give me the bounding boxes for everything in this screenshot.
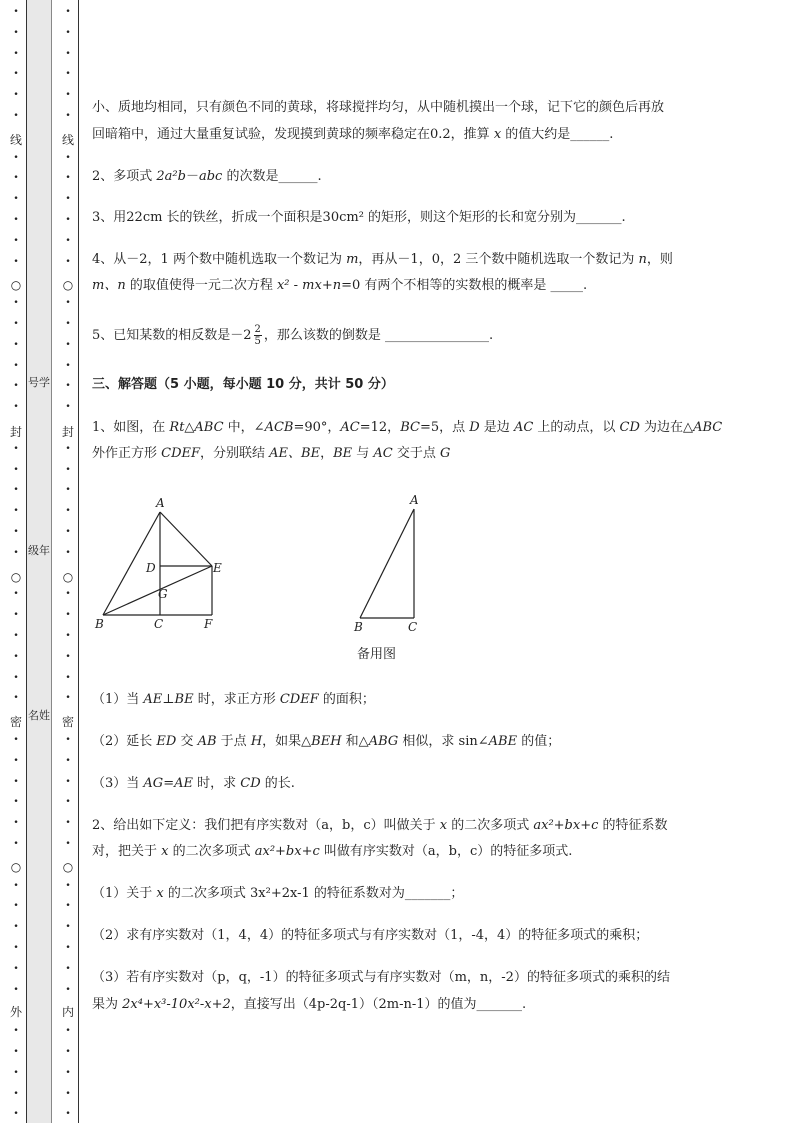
outer-dot: • (13, 672, 19, 683)
outer-circle-mark: ○ (8, 278, 24, 292)
inner-dot: • (65, 152, 71, 163)
outer-dot: • (13, 27, 19, 38)
outer-dot: • (13, 485, 19, 496)
problem-2-line2: 对，把关于 x 的二次多项式 ax²+bx+c 叫做有序实数对（a，b，c）的特征多项式. (92, 844, 573, 859)
outer-dot: • (13, 1026, 19, 1037)
outer-circle-mark: ○ (8, 570, 24, 584)
inner-dot: • (65, 1026, 71, 1037)
inner-seal-mark: 密 (61, 715, 74, 729)
q1-tail-line1: 小、质地均相同，只有颜色不同的黄球，将球搅拌均匀，从中随机摸出一个球，记下它的颜色后再放 (92, 100, 665, 115)
inner-circle-mark: ○ (60, 278, 76, 292)
problem-2-sub2: （2）求有序实数对（1，4，4）的特征多项式与有序实数对（1，-4，4）的特征多项式的乘积； (92, 928, 649, 943)
inner-circle-mark: ○ (60, 570, 76, 584)
inner-dot: • (65, 755, 71, 766)
inner-dot: • (65, 360, 71, 371)
inner-dot: • (65, 485, 71, 496)
outer-dot: • (13, 755, 19, 766)
problem-2-sub3-line1: （3）若有序实数对（p，q，-1）的特征多项式与有序实数对（m，n，-2）的特征多项式的乘积的结 (92, 970, 670, 985)
inner-seal-mark: 内 (61, 1005, 74, 1019)
outer-dot: • (13, 7, 19, 17)
question-2: 2、多项式 2a²b－abc 的次数是______. (92, 169, 322, 184)
fig2-caption: 备用图 (357, 647, 397, 662)
outer-dot: • (13, 1109, 19, 1120)
outer-dot: • (13, 319, 19, 329)
inner-dot: • (65, 69, 71, 80)
problem-2-sub3-line2: 果为 2x⁴+x³-10x²-x+2，直接写出（4p-2q-1）（2m-n-1）的值为_______. (92, 997, 527, 1012)
fig2-label-b: B (354, 620, 363, 634)
segment-ae (160, 512, 212, 566)
outer-dot: • (13, 922, 19, 933)
inner-dot: • (65, 506, 71, 517)
section-3-title: 三、解答题（5 小题，每小题 10 分，共计 50 分） (92, 377, 394, 392)
outer-dot: • (13, 152, 19, 163)
outer-dot: • (13, 1067, 19, 1078)
problem-1-sub1: （1）当 AE⊥BE 时，求正方形 CDEF 的面积； (92, 692, 375, 707)
inner-dot: • (65, 963, 71, 974)
question-5: 5、已知某数的相反数是－2 $\frac{2}{5}$ ，那么该数的倒数是 ________________. (92, 324, 494, 347)
inner-dot: • (65, 111, 71, 121)
outer-dot: • (13, 631, 19, 641)
inner-dot: • (65, 298, 71, 309)
outer-dot: • (13, 984, 19, 995)
fig1-label-d: D (146, 561, 156, 575)
inner-dot: • (65, 173, 71, 184)
fig1-label-f: F (204, 617, 213, 631)
inner-dot: • (65, 1067, 71, 1078)
inner-dot: • (65, 381, 71, 392)
inner-dot: • (65, 610, 71, 621)
inner-dot: • (65, 443, 71, 454)
outer-dot: • (13, 839, 19, 849)
outer-dot: • (13, 48, 19, 59)
inner-dot: • (65, 527, 71, 537)
outer-dot: • (13, 1088, 19, 1099)
problem-2-sub1: （1）关于 x 的二次多项式 3x²+2x-1 的特征系数对为_______； (92, 886, 464, 901)
problem-2-line1: 2、给出如下定义：我们把有序实数对（a，b，c）叫做关于 x 的二次多项式 ax²+bx+c 的特征系数 (92, 818, 668, 833)
fig1-label-g: G (158, 587, 168, 601)
inner-dot: • (65, 631, 71, 641)
outer-dot: • (13, 464, 19, 475)
outer-seal-mark: 线 (9, 133, 22, 147)
inner-dot: • (65, 339, 71, 350)
outer-dot: • (13, 610, 19, 621)
inner-dot: • (65, 880, 71, 891)
inner-dot: • (65, 1109, 71, 1120)
outer-dot: • (13, 402, 19, 413)
inner-dot: • (65, 672, 71, 683)
inner-seal-mark: 线 (61, 133, 74, 147)
outer-dot: • (13, 818, 19, 829)
outer-circle-mark: ○ (8, 860, 24, 874)
inner-dot: • (65, 194, 71, 205)
outer-dot: • (13, 963, 19, 974)
outer-dot: • (13, 735, 19, 745)
outer-dot: • (13, 651, 19, 662)
inner-dot: • (65, 735, 71, 745)
problem-1-sub3: （3）当 AG=AE 时，求 CD 的长. (92, 776, 295, 791)
inner-seal-mark: 封 (61, 425, 74, 439)
outer-dot: • (13, 547, 19, 558)
strip-label-name: 名姓 (28, 709, 50, 722)
strip-label-class: 级年 (28, 544, 50, 557)
outer-dot: • (13, 381, 19, 392)
figure-2 (360, 509, 414, 618)
outer-dot: • (13, 880, 19, 891)
outer-dot: • (13, 173, 19, 184)
inner-dot: • (65, 943, 71, 953)
fig1-label-b: B (95, 617, 104, 631)
fraction: $\frac{2}{5}$ (254, 324, 261, 347)
outer-dot: • (13, 943, 19, 953)
inner-dot: • (65, 48, 71, 59)
outer-dot: • (13, 90, 19, 101)
outer-dot: • (13, 776, 19, 787)
outer-dot: • (13, 506, 19, 517)
inner-dot: • (65, 651, 71, 662)
outer-seal-mark: 封 (9, 425, 22, 439)
inner-dot: • (65, 922, 71, 933)
inner-dot: • (65, 797, 71, 808)
outer-dot: • (13, 693, 19, 704)
outer-dot: • (13, 215, 19, 225)
inner-dot: • (65, 839, 71, 849)
inner-dot: • (65, 547, 71, 558)
inner-dot: • (65, 402, 71, 413)
fig1-label-a: A (156, 496, 165, 510)
inner-dot: • (65, 1088, 71, 1099)
outer-seal-mark: 外 (9, 1005, 22, 1019)
inner-dot: • (65, 215, 71, 225)
inner-dot: • (65, 319, 71, 329)
question-4-line1: 4、从－2，1 两个数中随机选取一个数记为 m，再从－1，0，2 三个数中随机选取一个数记为 n，则 (92, 252, 673, 267)
problem-1-line2: 外作正方形 CDEF，分别联结 AE、BE，BE 与 AC 交于点 G (92, 446, 451, 461)
outer-dot: • (13, 194, 19, 205)
inner-dot: • (65, 589, 71, 600)
inner-dot: • (65, 776, 71, 787)
q1-tail-line2: 回暗箱中，通过大量重复试验，发现摸到黄球的频率稳定在0.2，推算 x 的值大约是______. (92, 127, 614, 142)
fig2-segment-ab (360, 509, 414, 618)
inner-dot: • (65, 7, 71, 17)
outer-dot: • (13, 256, 19, 267)
outer-dot: • (13, 69, 19, 80)
question-3: 3、用22cm 长的铁丝，折成一个面积是30cm² 的矩形，则这个矩形的长和宽分别为_______. (92, 210, 626, 225)
problem-1-sub2: （2）延长 ED 交 AB 于点 H，如果△BEH 和△ABG 相似，求 sin∠ABE 的值； (92, 734, 561, 749)
outer-seal-mark: 密 (9, 715, 22, 729)
question-4-line2: m、n 的取值使得一元二次方程 x² - mx+n=0 有两个不相等的实数根的概率是 _____. (92, 278, 588, 293)
inner-dot: • (65, 901, 71, 912)
inner-dot: • (65, 818, 71, 829)
fig2-label-c: C (408, 620, 418, 634)
inner-dot: • (65, 235, 71, 246)
outer-dot: • (13, 111, 19, 121)
outer-dot: • (13, 443, 19, 454)
inner-circle-mark: ○ (60, 860, 76, 874)
outer-dot: • (13, 360, 19, 371)
inner-dot: • (65, 984, 71, 995)
fig1-label-e: E (213, 561, 222, 575)
outer-dot: • (13, 235, 19, 246)
inner-dot: • (65, 1047, 71, 1057)
strip-label-number: 号学 (28, 376, 50, 389)
inner-dot: • (65, 27, 71, 38)
outer-dot: • (13, 339, 19, 350)
outer-dot: • (13, 901, 19, 912)
fig1-label-c: C (154, 617, 164, 631)
inner-dot: • (65, 464, 71, 475)
inner-dot: • (65, 90, 71, 101)
outer-dot: • (13, 797, 19, 808)
fig2-label-a: A (410, 493, 419, 507)
outer-dot: • (13, 1047, 19, 1057)
inner-dot: • (65, 256, 71, 267)
outer-dot: • (13, 589, 19, 600)
outer-dot: • (13, 298, 19, 309)
inner-dot: • (65, 693, 71, 704)
problem-1-line1: 1、如图，在 Rt△ABC 中，∠ACB=90°，AC=12，BC=5，点 D 是边 AC 上的动点，以 CD 为边在△ABC (92, 420, 723, 435)
outer-dot: • (13, 527, 19, 537)
